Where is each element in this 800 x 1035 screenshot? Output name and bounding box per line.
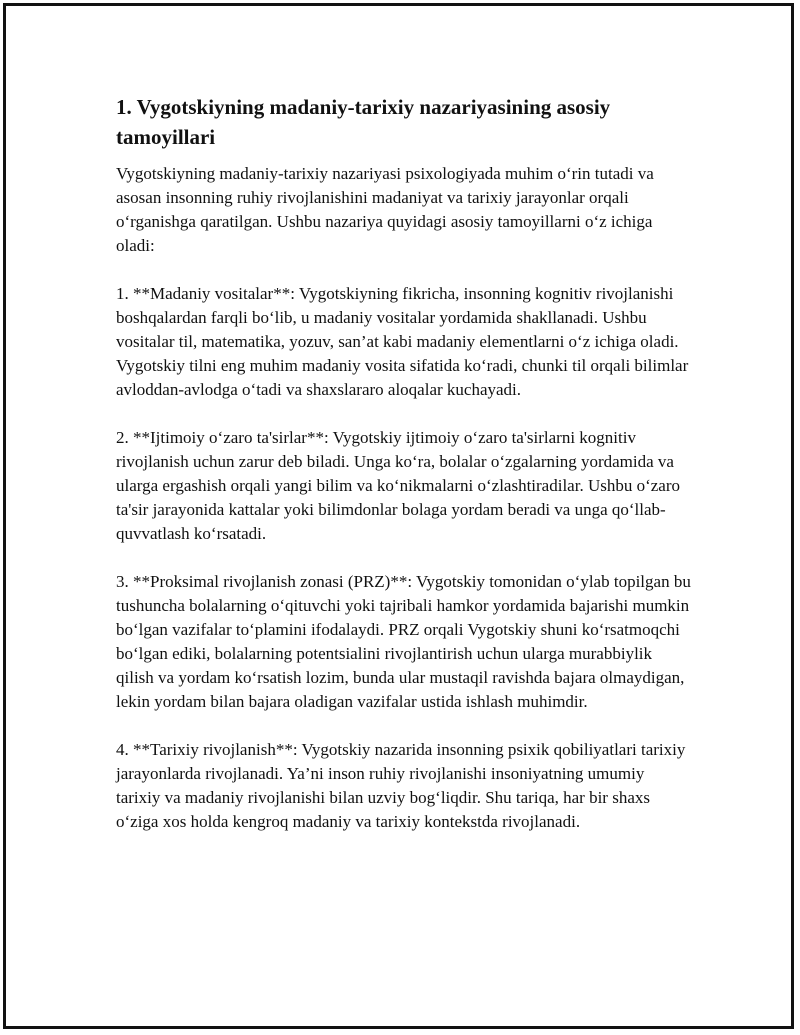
section-heading: 1. Vygotskiyning madaniy-tarixiy nazariyasining asosiy tamoyillari [116, 95, 611, 149]
principle-zpd-paragraph: 3. **Proksimal rivojlanish zonasi (PRZ)**: Vygotskiy tomonidan oʻylab topilgan bu tushuncha bolalarning oʻqituvchi yoki tajribali hamkor yordamida bajarishi mumkin boʻlgan vazifalar toʻplamini ifodalaydi. PRZ orqali Vygotskiy shuni koʻrsatmoqchi boʻlgan ediki, bolalarning potentsialini rivojlantirish uchun ularga murabbiylik qilish va yordam koʻrsatish lozim, bunda ular mustaqil ravishda bajara olmaydigan, lekin yordam bilan bajara oladigan vazifalar ustida ishlash muhimdir. [116, 572, 691, 711]
principle-social-interaction-paragraph: 2. **Ijtimoiy oʻzaro ta'sirlar**: Vygotskiy ijtimoiy oʻzaro ta'sirlarni kognitiv rivojlanish uchun zarur deb biladi. Unga koʻra, bolalar oʻzgalarning yordamida va ularga ergashish orqali yangi bilim va koʻnikmalarni oʻzlashtiradilar. Ushbu oʻzaro ta'sir jarayonida kattalar yoki bilimdonlar bolaga yordam beradi va unga qoʻllab-quvvatlash koʻrsatadi. [116, 428, 680, 543]
intro-paragraph: Vygotskiyning madaniy-tarixiy nazariyasi psixologiyada muhim oʻrin tutadi va asosan insonning ruhiy rivojlanishini madaniyat va tarixiy jarayonlar orqali oʻrganishga qaratilgan. Ushbu nazariya quyidagi asosiy tamoyillarni oʻz ichiga oladi: [116, 164, 654, 255]
principle-historical-development-paragraph: 4. **Tarixiy rivojlanish**: Vygotskiy nazarida insonning psixik qobiliyatlari tarixiy jarayonlarda rivojlanadi. Ya’ni inson ruhiy rivojlanishi insoniyatning umumiy tarixiy va madaniy rivojlanishi bilan uzviy bogʻliqdir. Shu tariqa, har bir shaxs oʻziga xos holda kengroq madaniy va tarixiy kontekstda rivojlanadi. [116, 740, 686, 831]
principle-cultural-tools-paragraph: 1. **Madaniy vositalar**: Vygotskiyning fikricha, insonning kognitiv rivojlanishi boshqalardan farqli boʻlib, u madaniy vositalar yordamida shakllanadi. Ushbu vositalar til, matematika, yozuv, san’at kabi madaniy elementlarni oʻz ichiga oladi. Vygotskiy tilni eng muhim madaniy vosita sifatida koʻradi, chunki til orqali bilimlar avloddan-avlodga oʻtadi va shaxslararo aloqalar kuchayadi. [116, 284, 689, 399]
document-body [116, 92, 691, 858]
